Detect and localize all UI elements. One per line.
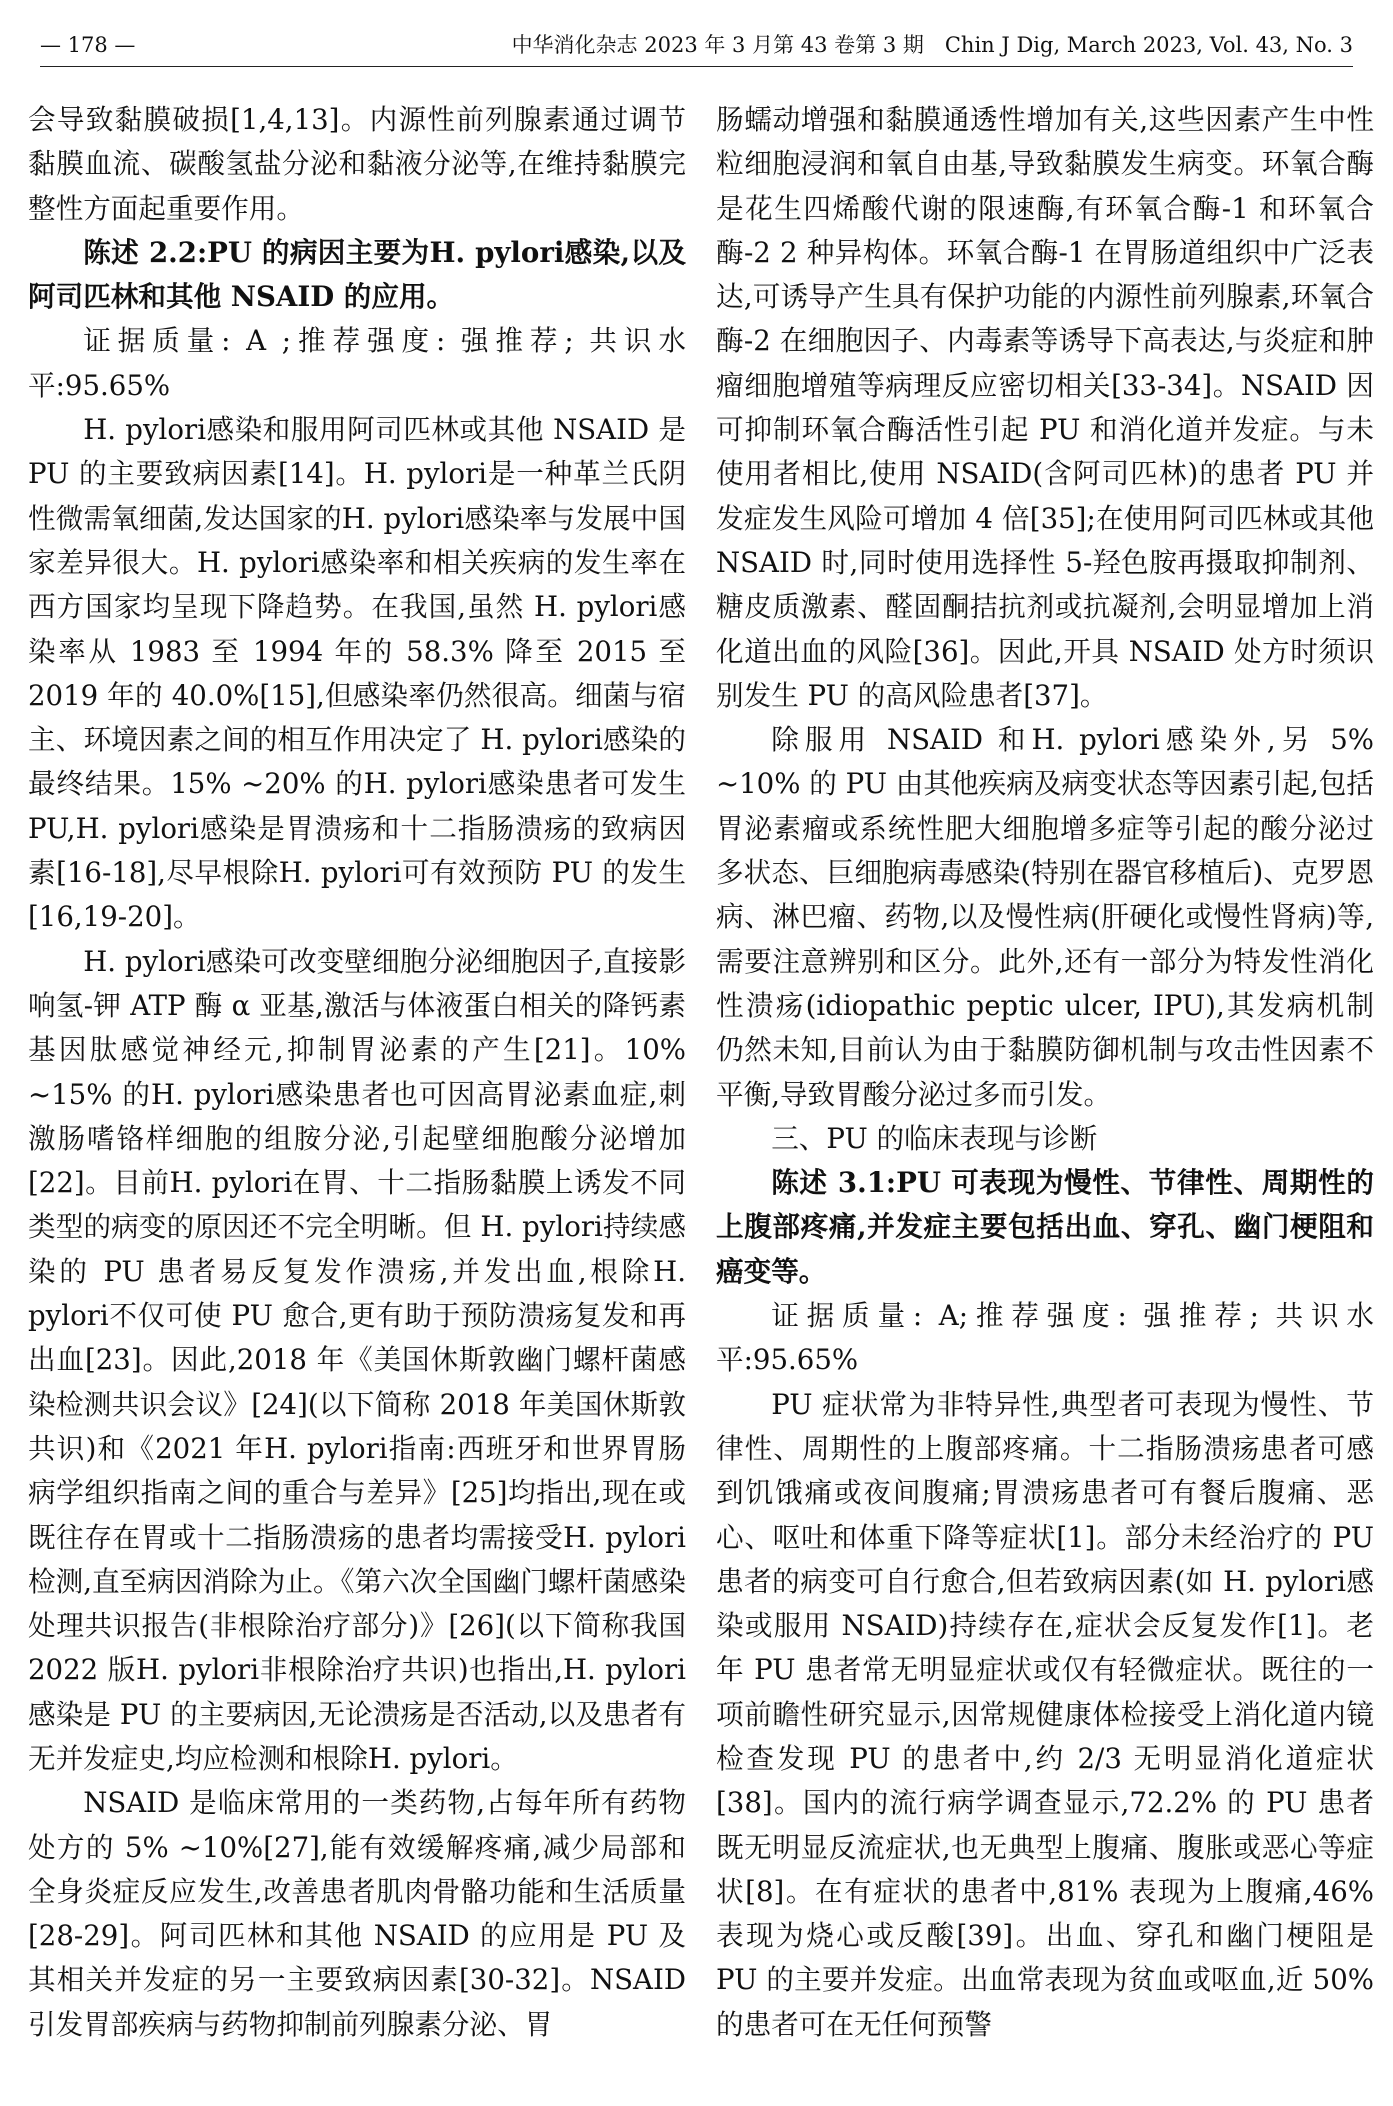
running-head <box>40 28 1353 62</box>
paragraph: 会导致黏膜破损[1,4,13]。内源性前列腺素通过调节黏膜血流、碳酸氢盐分泌和黏液分泌等,在维持黏膜完整性方面起重要作用。 <box>28 103 686 225</box>
header-rule <box>40 66 1353 67</box>
paragraph: 除服用 NSAID 和H. pylori感染外,另 5% ~10% 的 PU 由其他疾病及病变状态等因素引起,包括胃泌素瘤或系统性肥大细胞增多症等引起的酸分泌过多状态、巨细胞病毒感染(特别在器官移植后)、克罗恩病、淋巴瘤、药物,以及慢性病(肝硬化或慢性肾病)等,需要注意辨别和区分。此外,还有一部分为特发性消化性溃疡(idiopathic peptic ulcer, IPU),其发病机制仍然未知,目前认为由于黏膜防御机制与攻击性因素不平衡,导致胃酸分泌过多而引发。 <box>716 723 1374 1111</box>
paragraph: NSAID 是临床常用的一类药物,占每年所有药物处方的 5% ~10%[27],能有效缓解疼痛,减少局部和全身炎症反应发生,改善患者肌肉骨骼功能和生活质量[28-29]。阿司匹林和其他 NSAID 的应用是 PU 及其相关并发症的另一主要致病因素[30-32]。NSAID 引发胃部疾病与药物抑制前列腺素分泌、胃 <box>28 1786 686 2041</box>
evidence-quality: 证据质量: A ;推荐强度: 强推荐; 共识水平:95.65% <box>28 324 686 402</box>
paragraph: H. pylori感染可改变壁细胞分泌细胞因子,直接影响氢-钾 ATP 酶 α 亚基,激活与体液蛋白相关的降钙素基因肽感觉神经元,抑制胃泌素的产生[21]。10% ~15% 的H. pylori感染患者也可因高胃泌素血症,刺激肠嗜铬样细胞的组胺分泌,引起壁细胞酸分泌增加[22]。目前H. pylori在胃、十二指肠黏膜上诱发不同类型的病变的原因还不完全明晰。但 H. pylori持续感染的 PU 患者易反复发作溃疡,并发出血,根除H. pylori不仅可使 PU 愈合,更有助于预防溃疡复发和再出血[23]。因此,2018 年《美国休斯敦幽门螺杆菌感染检测共识会议》[24](以下简称 2018 年美国休斯敦共识)和《2021 年H. pylori指南:西班牙和世界胃肠病学组织指南之间的重合与差异》[25]均指出,现在或既往存在胃或十二指肠溃疡的患者均需接受H. pylori检测,直至病因消除为止。《第六次全国幽门螺杆菌感染处理共识报告(非根除治疗部分)》[26](以下简称我国 2022 版H. pylori非根除治疗共识)也指出,H. pylori感染是 PU 的主要病因,无论溃疡是否活动,以及患者有无并发症史,均应检测和根除H. pylori。 <box>28 944 686 1775</box>
paragraph: 肠蠕动增强和黏膜通透性增加有关,这些因素产生中性粒细胞浸润和氧自由基,导致黏膜发生病变。环氧合酶是花生四烯酸代谢的限速酶,有环氧合酶-1 和环氧合酶-2 2 种异构体。环氧合酶-1 在胃肠道组织中广泛表达,可诱导产生具有保护功能的内源性前列腺素,环氧合酶-2 在细胞因子、内毒素等诱导下高表达,与炎症和肿瘤细胞增殖等病理反应密切相关[33-34]。NSAID 因可抑制环氧合酶活性引起 PU 和消化道并发症。与未使用者相比,使用 NSAID(含阿司匹林)的患者 PU 并发症发生风险可增加 4 倍[35];在使用阿司匹林或其他 NSAID 时,同时使用选择性 5-羟色胺再摄取抑制剂、糖皮质激素、醛固酮拮抗剂或抗凝剂,会明显增加上消化道出血的风险[36]。因此,开具 NSAID 处方时须识别发生 PU 的高风险患者[37]。 <box>716 103 1374 712</box>
journal-citation: 中华消化杂志 2023 年 3 月第 43 卷第 3 期 Chin J Dig, March 2023, Vol. 43, No. 3 <box>511 33 1353 57</box>
left-column <box>28 98 686 2047</box>
paragraph: H. pylori感染和服用阿司匹林或其他 NSAID 是 PU 的主要致病因素[14]。H. pylori是一种革兰氏阴性微需氧细菌,发达国家的H. pylori感染率与发展中国家差异很大。H. pylori感染率和相关疾病的发生率在西方国家均呈现下降趋势。在我国,虽然 H. pylori感染率从 1983 至 1994 年的 58.3% 降至 2015 至 2019 年的 40.0%[15],但感染率仍然很高。细菌与宿主、环境因素之间的相互作用决定了 H. pylori感染的最终结果。15% ~20% 的H. pylori感染患者可发生 PU,H. pylori感染是胃溃疡和十二指肠溃疡的致病因素[16-18],尽早根除H. pylori可有效预防 PU 的发生[16,19-20]。 <box>28 413 686 934</box>
section-heading: 三、PU 的临床表现与诊断 <box>771 1121 1098 1155</box>
evidence-quality: 证据质量: A;推荐强度: 强推荐; 共识水平:95.65% <box>716 1299 1374 1377</box>
statement-heading: 陈述 3.1:PU 可表现为慢性、节律性、周期性的上腹部疼痛,并发症主要包括出血、穿孔、幽门梗阻和癌变等。 <box>716 1166 1374 1288</box>
statement-heading: 陈述 2.2:PU 的病因主要为H. pylori感染,以及阿司匹林和其他 NSAID 的应用。 <box>28 235 686 314</box>
page-number: — 178 — <box>40 33 136 57</box>
right-column <box>716 98 1374 2047</box>
paragraph: PU 症状常为非特异性,典型者可表现为慢性、节律性、周期性的上腹部疼痛。十二指肠溃疡患者可感到饥饿痛或夜间腹痛;胃溃疡患者可有餐后腹痛、恶心、呕吐和体重下降等症状[1]。部分未经治疗的 PU 患者的病变可自行愈合,但若致病因素(如 H. pylori感染或服用 NSAID)持续存在,症状会反复发作[1]。老年 PU 患者常无明显症状或仅有轻微症状。既往的一项前瞻性研究显示,因常规健康体检接受上消化道内镜检查发现 PU 的患者中,约 2/3 无明显消化道症状[38]。国内的流行病学调查显示,72.2% 的 PU 患者既无明显反流症状,也无典型上腹痛、腹胀或恶心等症状[8]。在有症状的患者中,81% 表现为上腹痛,46% 表现为烧心或反酸[39]。出血、穿孔和幽门梗阻是 PU 的主要并发症。出血常表现为贫血或呕血,近 50% 的患者可在无任何预警 <box>716 1387 1374 2041</box>
